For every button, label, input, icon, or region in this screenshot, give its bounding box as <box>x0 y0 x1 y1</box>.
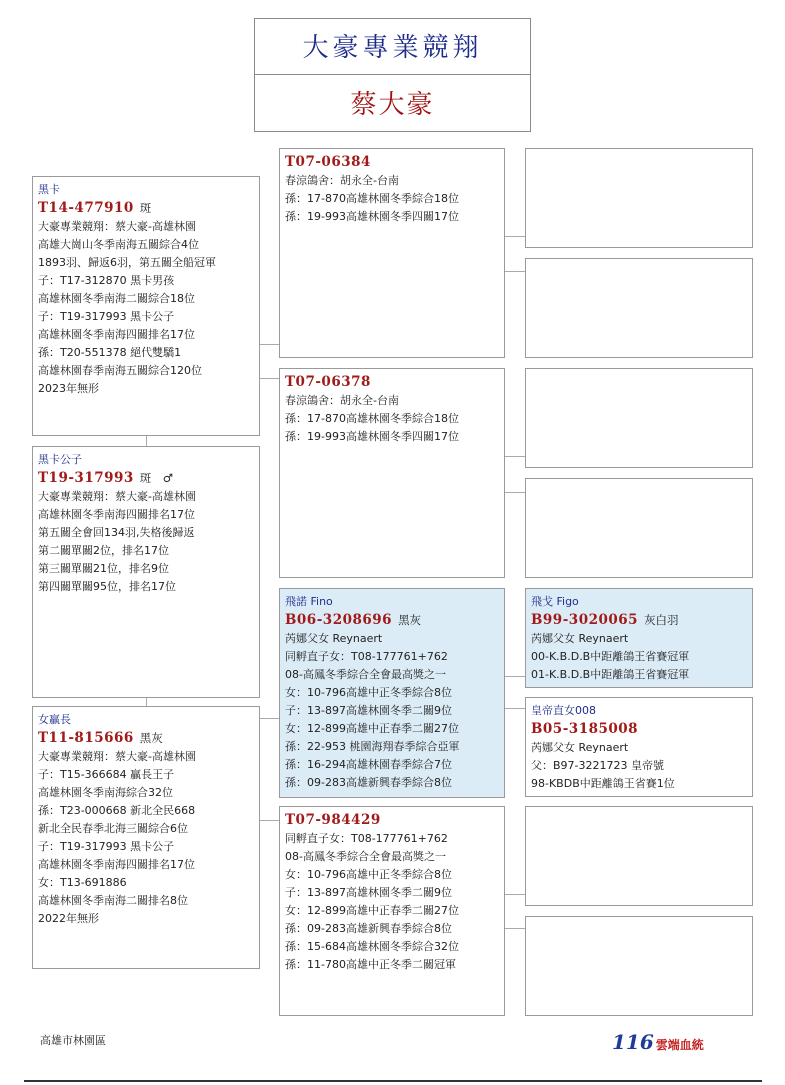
connector-line <box>505 236 525 237</box>
pedigree-line: 孫：22-953 桃園海翔春季綜合亞軍 <box>285 740 460 753</box>
empty-card-4 <box>525 478 753 578</box>
pedigree-line: 女：10-796高雄中正冬季綜合8位 <box>285 868 452 881</box>
ring-row <box>38 469 259 488</box>
pedigree-line: 高雄林園冬季南海四關排名17位 <box>38 858 195 871</box>
pedigree-line: 第五關全會回134羽,失格後歸返 <box>38 526 195 539</box>
connector-line <box>505 894 525 895</box>
connector-line <box>505 456 525 457</box>
pedigree-line: 第四關單關95位，排名17位 <box>38 580 176 593</box>
pigeon-name: 飛諾 Fino <box>285 595 333 608</box>
card-content <box>33 447 259 596</box>
card-content <box>280 369 504 446</box>
pigeon-name: 黑卡公子 <box>38 453 82 466</box>
ring-row <box>38 729 259 748</box>
pedigree-line: 孫：17-870高雄林園冬季綜合18位 <box>285 412 459 425</box>
ring-number: T07-06378 <box>285 374 371 390</box>
pedigree-line: 孫：T23-000668 新北全民668 <box>38 804 196 817</box>
pedigree-line: 春涼鴿舍：胡永全-台南 <box>285 394 399 407</box>
pedigree-line: 春涼鴿舍：胡永全-台南 <box>285 174 399 187</box>
connector-line <box>505 928 525 929</box>
connector-line <box>505 676 525 677</box>
connector-line <box>260 378 279 379</box>
dam-card <box>32 706 260 969</box>
pedigree-line: 高雄林園冬季南海二關排名8位 <box>38 894 188 907</box>
pedigree-line: 08-高鳳冬季綜合全會最高獎之一 <box>285 668 446 681</box>
pedigree-line: 子：13-897高雄林園冬季二關9位 <box>285 886 452 899</box>
feather-color: 斑 <box>139 201 152 215</box>
ring-number: B99-3020065 <box>531 612 639 628</box>
pedigree-line: 98-KBDB中距離鴿王省賽1位 <box>531 777 675 790</box>
pedigree-line: 孫：15-684高雄林園冬季綜合32位 <box>285 940 459 953</box>
pedigree-line: 同孵直子女：T08-177761+762 <box>285 832 448 845</box>
bottom-rule <box>24 1080 762 1082</box>
pedigree-line: 孫：16-294高雄林園春季綜合7位 <box>285 758 452 771</box>
pedigree-line: 大豪專業競翔：蔡大豪-高雄林園 <box>38 490 196 503</box>
location-text: 高雄市林園區 <box>40 1034 106 1047</box>
pedigree-line: 芮娜父女 Reynaert <box>285 632 383 645</box>
dam-sire-dam-card <box>525 697 753 797</box>
pedigree-line: 01-K.B.D.B中距離鴿王省賽冠軍 <box>531 668 690 681</box>
title-box <box>254 18 531 132</box>
pedigree-line: 子：13-897高雄林園冬季二關9位 <box>285 704 452 717</box>
ring-number: T14-477910 <box>38 200 134 216</box>
pedigree-line: 孫：17-870高雄林園冬季綜合18位 <box>285 192 459 205</box>
pedigree-line: 女：12-899高雄中正春季二關27位 <box>285 904 459 917</box>
card-content <box>33 707 259 928</box>
pedigree-line: 高雄林園春季南海五關綜合120位 <box>38 364 202 377</box>
pedigree-line: 子：T19-317993 黑卡公子 <box>38 840 175 853</box>
card-content <box>526 698 752 793</box>
feather-color: 灰白羽 <box>644 613 679 627</box>
pedigree-line: 孫：09-283高雄新興春季綜合8位 <box>285 776 452 789</box>
pigeon-name: 黑卡 <box>38 183 60 196</box>
pedigree-line: 第二關單關2位，排名17位 <box>38 544 169 557</box>
pedigree-line: 大豪專業競翔：蔡大豪-高雄林園 <box>38 750 196 763</box>
ring-row <box>285 811 504 830</box>
pedigree-line: 子：T19-317993 黑卡公子 <box>38 310 175 323</box>
pedigree-line: 高雄大崗山冬季南海五關綜合4位 <box>38 238 199 251</box>
ring-number: T07-984429 <box>285 812 381 828</box>
empty-card-5 <box>525 806 753 906</box>
pedigree-line: 子：T17-312870 黑卡男孩 <box>38 274 175 287</box>
connector-line <box>260 344 279 345</box>
card-content <box>280 149 504 226</box>
sire-dam-card <box>279 368 505 578</box>
card-content <box>33 177 259 398</box>
card-content <box>280 807 504 974</box>
connector-line <box>260 718 279 719</box>
pedigree-line: 高雄林園冬季南海四關排名17位 <box>38 508 195 521</box>
pedigree-line: 新北全民春季北海三關綜合6位 <box>38 822 188 835</box>
ring-row <box>531 611 752 630</box>
sire-card <box>32 176 260 436</box>
connector-line <box>505 708 525 709</box>
card-content <box>280 589 504 792</box>
ring-row <box>531 720 752 739</box>
owner-name: 蔡大豪 <box>350 90 435 120</box>
ring-row <box>285 373 504 392</box>
pedigree-line: 女：10-796高雄中正冬季綜合8位 <box>285 686 452 699</box>
ring-number: B05-3185008 <box>531 721 639 737</box>
pedigree-line: 芮娜父女 Reynaert <box>531 632 629 645</box>
dam-sire-card <box>279 588 505 798</box>
pedigree-line: 孫：19-993高雄林園冬季四關17位 <box>285 210 459 223</box>
pigeon-name: 飛戈 Figo <box>531 595 579 608</box>
subject-card <box>32 446 260 698</box>
pedigree-line: 女：12-899高雄中正春季二關27位 <box>285 722 459 735</box>
empty-card-2 <box>525 258 753 358</box>
ring-row <box>285 611 504 630</box>
empty-card-6 <box>525 916 753 1016</box>
dam-dam-card <box>279 806 505 1016</box>
ring-number: T07-06384 <box>285 154 371 170</box>
pedigree-line: 大豪專業競翔：蔡大豪-高雄林園 <box>38 220 196 233</box>
feather-color: 斑 ♂ <box>139 471 174 485</box>
ring-row <box>285 153 504 172</box>
logo-number: 116 <box>612 1030 654 1054</box>
connector-line <box>146 436 147 446</box>
pedigree-line: 2023年無形 <box>38 382 99 395</box>
pedigree-line: 孫：19-993高雄林園冬季四關17位 <box>285 430 459 443</box>
pedigree-line: 第三關單關21位，排名9位 <box>38 562 169 575</box>
loft-title: 大豪專業競翔 <box>255 19 530 75</box>
pedigree-line: 00-K.B.D.B中距離鴿王省賽冠軍 <box>531 650 690 663</box>
pedigree-line: 芮娜父女 Reynaert <box>531 741 629 754</box>
pedigree-line: 孫：11-780高雄中正冬季二關冠軍 <box>285 958 456 971</box>
card-content <box>526 589 752 684</box>
ring-number: T19-317993 <box>38 470 134 486</box>
site-logo <box>612 1030 722 1054</box>
pedigree-line: 高雄林園冬季南海二關綜合18位 <box>38 292 195 305</box>
connector-line <box>505 271 525 272</box>
pedigree-line: 孫：T20-551378 絕代雙驕1 <box>38 346 182 359</box>
ring-row <box>38 199 259 218</box>
pedigree-line: 同孵直子女：T08-177761+762 <box>285 650 448 663</box>
sire-sire-card <box>279 148 505 358</box>
empty-card-1 <box>525 148 753 248</box>
connector-line <box>260 820 279 821</box>
dam-sire-sire-card <box>525 588 753 688</box>
pedigree-line: 父：B97-3221723 皇帝號 <box>531 759 664 772</box>
pedigree-line: 孫：09-283高雄新興春季綜合8位 <box>285 922 452 935</box>
empty-card-3 <box>525 368 753 468</box>
ring-number: T11-815666 <box>38 730 134 746</box>
pedigree-line: 08-高鳳冬季綜合全會最高獎之一 <box>285 850 446 863</box>
pedigree-line: 高雄林園冬季南海四關排名17位 <box>38 328 195 341</box>
feather-color: 黑灰 <box>139 731 163 745</box>
pedigree-line: 女：T13-691886 <box>38 876 127 889</box>
pigeon-name: 皇帝直女008 <box>531 704 596 717</box>
feather-color: 黑灰 <box>398 613 422 627</box>
logo-text: 雲端血統 <box>655 1038 704 1052</box>
pedigree-line: 高雄林園冬季南海綜合32位 <box>38 786 173 799</box>
pedigree-line: 子：T15-366684 贏長王子 <box>38 768 175 781</box>
pedigree-line: 2022年無形 <box>38 912 99 925</box>
ring-number: B06-3208696 <box>285 612 393 628</box>
pigeon-name: 女贏長 <box>38 713 71 726</box>
pedigree-line: 1893羽、歸返6羽，第五關全船冠軍 <box>38 256 216 269</box>
connector-line <box>505 492 525 493</box>
connector-line <box>146 698 147 706</box>
